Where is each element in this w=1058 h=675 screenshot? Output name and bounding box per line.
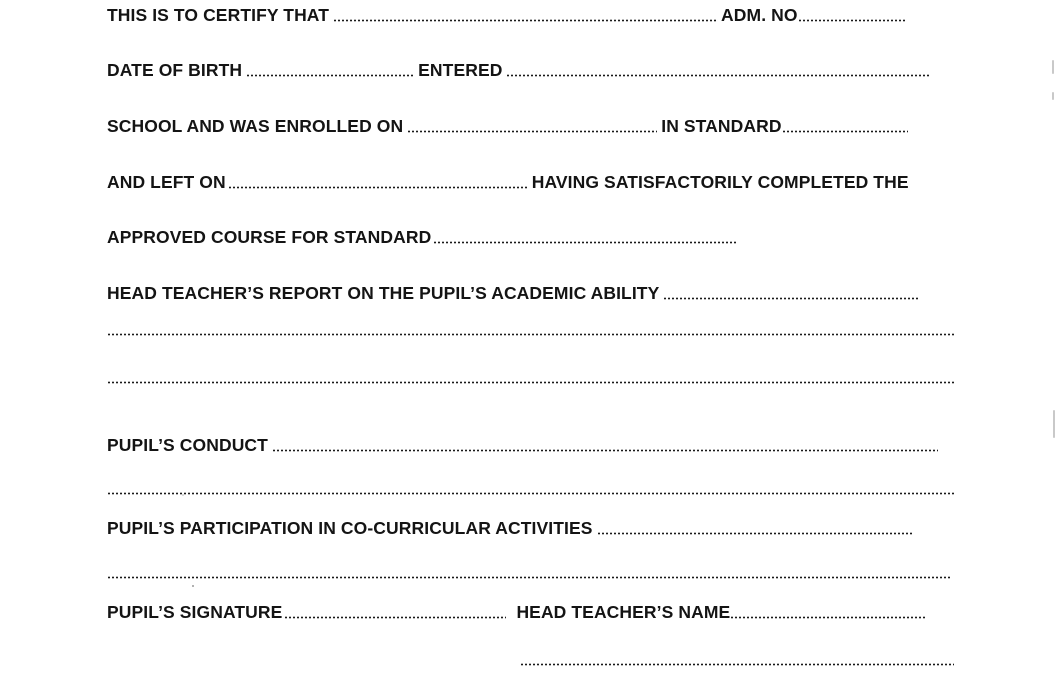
completed-label: HAVING SATISFACTORILY COMPLETED THE: [531, 172, 909, 192]
co-curricular-blank-1[interactable]: [597, 532, 913, 535]
academic-report-blank-3[interactable]: [107, 381, 955, 384]
certify-label: THIS IS TO CERTIFY THAT: [107, 5, 330, 25]
academic-report-blank-1[interactable]: [663, 297, 919, 300]
enrolled-date-blank[interactable]: [407, 130, 657, 133]
entered-label: ENTERED: [418, 60, 503, 80]
standard-blank[interactable]: [782, 130, 908, 133]
enrolled-row: [107, 112, 912, 136]
academic-report-label: HEAD TEACHER’S REPORT ON THE PUPIL’S ACADEMIC ABILITY: [107, 283, 660, 303]
co-curricular-continuation: [107, 558, 955, 582]
academic-report-continuation-2: [107, 363, 959, 387]
head-teacher-name-blank-2[interactable]: [520, 663, 954, 666]
conduct-blank-1[interactable]: [272, 449, 938, 452]
dob-row: [107, 56, 934, 80]
entered-school-blank[interactable]: [506, 74, 930, 77]
head-teacher-name-continuation: [520, 645, 958, 669]
left-on-label: AND LEFT ON: [107, 172, 226, 192]
conduct-row: [107, 431, 942, 455]
academic-report-row: [107, 279, 923, 303]
pupil-signature-blank[interactable]: [284, 616, 506, 619]
in-standard-label: IN STANDARD: [661, 116, 782, 136]
head-teacher-name-label: HEAD TEACHER’S NAME: [516, 602, 731, 622]
scan-speck: [192, 585, 194, 587]
conduct-blank-2[interactable]: [107, 492, 955, 495]
scan-mark: [1053, 410, 1055, 438]
school-enrolled-label: SCHOOL AND WAS ENROLLED ON: [107, 116, 404, 136]
dob-label: DATE OF BIRTH: [107, 60, 243, 80]
co-curricular-row: [107, 514, 917, 538]
academic-report-blank-2[interactable]: [107, 333, 955, 336]
approved-course-row: [107, 223, 741, 247]
approved-course-label: APPROVED COURSE FOR STANDARD: [107, 227, 432, 247]
conduct-continuation: [107, 474, 959, 498]
co-curricular-label: PUPIL’S PARTICIPATION IN CO-CURRICULAR ACTIVITIES: [107, 518, 593, 538]
head-teacher-name-blank[interactable]: [730, 616, 926, 619]
scan-mark: [1052, 92, 1054, 100]
conduct-label: PUPIL’S CONDUCT: [107, 435, 268, 455]
adm-no-blank[interactable]: [798, 19, 906, 22]
pupil-signature-label: PUPIL’S SIGNATURE: [107, 602, 283, 622]
academic-report-continuation-1: [107, 315, 959, 339]
pupil-name-blank[interactable]: [333, 19, 717, 22]
dob-blank[interactable]: [246, 74, 414, 77]
adm-no-label: ADM. NO: [721, 5, 798, 25]
left-date-blank[interactable]: [228, 186, 528, 189]
co-curricular-blank-2[interactable]: [107, 576, 951, 579]
approved-standard-blank[interactable]: [433, 241, 737, 244]
left-on-row: [107, 168, 909, 192]
signature-row: [107, 598, 930, 622]
scan-speck: [182, 494, 184, 496]
certify-row: [107, 1, 910, 25]
scan-mark: [1052, 60, 1054, 74]
